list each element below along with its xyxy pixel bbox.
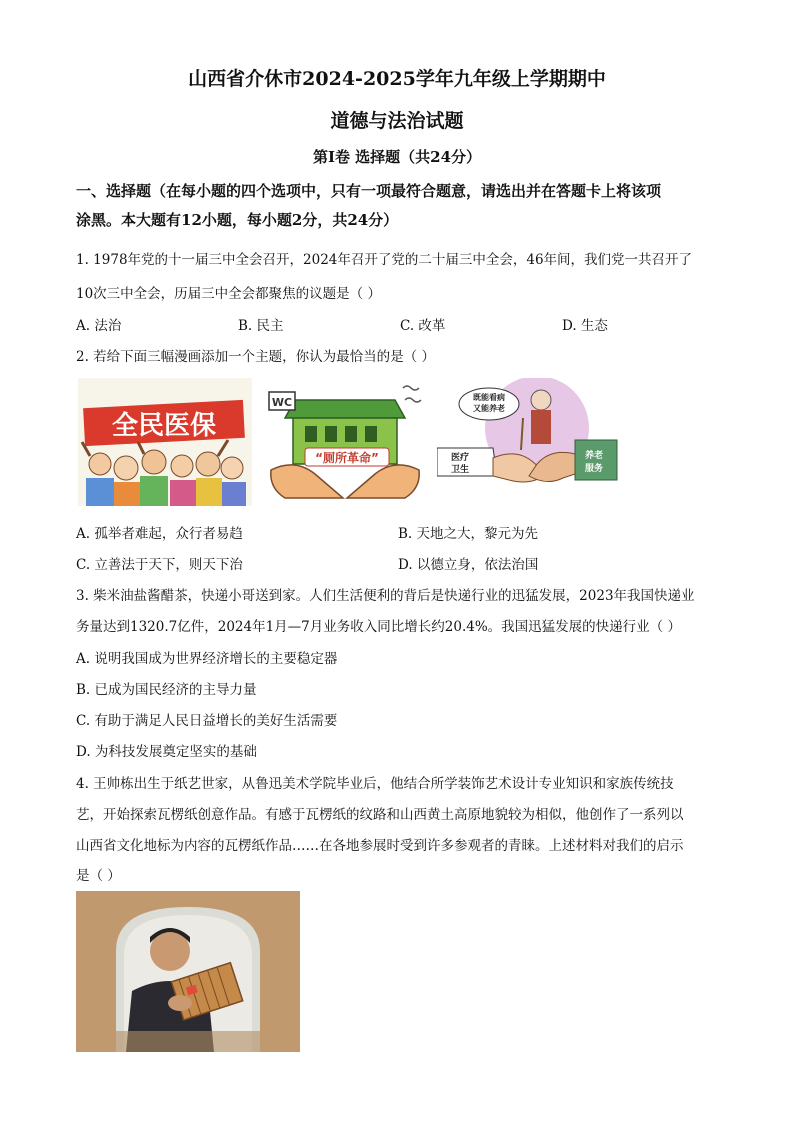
q1-stem-line2: 10次三中全会，历届三中全会都聚焦的议题是（ ） bbox=[76, 286, 381, 302]
q1-option-a: A. 法治 bbox=[76, 318, 122, 334]
cartoon3-bubble-line2: 又能养老 bbox=[473, 404, 505, 413]
cartoon2-wc-sign: WC bbox=[271, 396, 293, 409]
q2-option-b: B. 天地之大，黎元为先 bbox=[398, 526, 539, 542]
q2-option-d: D. 以德立身，依法治国 bbox=[398, 557, 539, 573]
q3-stem-line1: 3. 柴米油盐酱醋茶，快递小哥送到家。人们生活便利的背后是快递行业的迅猛发展，2023年我国快递业 bbox=[76, 588, 695, 604]
cartoon-medical-elderly-care bbox=[437, 378, 619, 506]
q1-option-b: B. 民主 bbox=[238, 318, 284, 334]
cartoon-universal-healthcare bbox=[78, 378, 252, 506]
exam-subtitle: 道德与法治试题 bbox=[330, 110, 464, 132]
q4-stem-line2: 艺，开始探索瓦楞纸创意作品。有感于瓦楞纸的纹路和山西黄土高原地貌较为相似，他创作了一系列以 bbox=[76, 807, 684, 823]
part-title: 第Ⅰ卷 选择题（共24分） bbox=[312, 148, 482, 166]
exam-title: 山西省介休市2024-2025学年九年级上学期期中 bbox=[188, 68, 606, 90]
q2-stem: 2. 若给下面三幅漫画添加一个主题，你认为最恰当的是（ ） bbox=[76, 349, 435, 365]
cartoon3-bubble-line1: 既能看病 bbox=[473, 393, 505, 402]
q3-option-d: D. 为科技发展奠定坚实的基础 bbox=[76, 744, 257, 760]
q1-option-d: D. 生态 bbox=[562, 318, 608, 334]
cartoon-toilet-revolution bbox=[265, 378, 425, 506]
q4-stem-line3: 山西省文化地标为内容的瓦楞纸作品……在各地参展时受到许多参观者的青睐。上述材料对我们的启示 bbox=[76, 838, 684, 854]
cartoon1-slogan: 全民医保 bbox=[111, 411, 217, 441]
section-instructions-line2: 涂黑。本大题有12小题，每小题2分，共24分） bbox=[76, 211, 399, 229]
q3-option-a: A. 说明我国成为世界经济增长的主要稳定器 bbox=[76, 651, 338, 667]
q3-option-b: B. 已成为国民经济的主导力量 bbox=[76, 682, 257, 698]
q3-stem-line2: 务量达到1320.7亿件，2024年1月—7月业务收入同比增长约20.4%。我国迅猛发展的快递行业（ ） bbox=[76, 619, 681, 635]
section-instructions-line1: 一、选择题（在每小题的四个选项中，只有一项最符合题意，请选出并在答题卡上将该项 bbox=[76, 182, 662, 200]
cartoon3-left-line2: 卫生 bbox=[451, 465, 470, 475]
cartoon2-slogan: “厕所革命” bbox=[315, 451, 379, 465]
q4-stem-line1: 4. 王帅栋出生于纸艺世家，从鲁迅美术学院毕业后，他结合所学装饰艺术设计专业知识和家族传统技 bbox=[76, 776, 674, 792]
cartoon3-right-line1: 养老 bbox=[585, 451, 604, 461]
q2-option-c: C. 立善法于天下，则天下治 bbox=[76, 557, 243, 573]
artisan-photo bbox=[76, 891, 300, 1052]
q4-stem-line4: 是（ ） bbox=[76, 868, 121, 884]
q1-stem-line1: 1. 1978年党的十一届三中全会召开，2024年召开了党的二十届三中全会，46年间，我们党一共召开了 bbox=[76, 252, 693, 268]
q2-option-a: A. 孤举者难起，众行者易趋 bbox=[76, 526, 243, 542]
cartoon3-right-line2: 服务 bbox=[585, 464, 604, 474]
q1-option-c: C. 改革 bbox=[400, 318, 446, 334]
q3-option-c: C. 有助于满足人民日益增长的美好生活需要 bbox=[76, 713, 338, 729]
cartoon3-left-line1: 医疗 bbox=[451, 453, 470, 463]
